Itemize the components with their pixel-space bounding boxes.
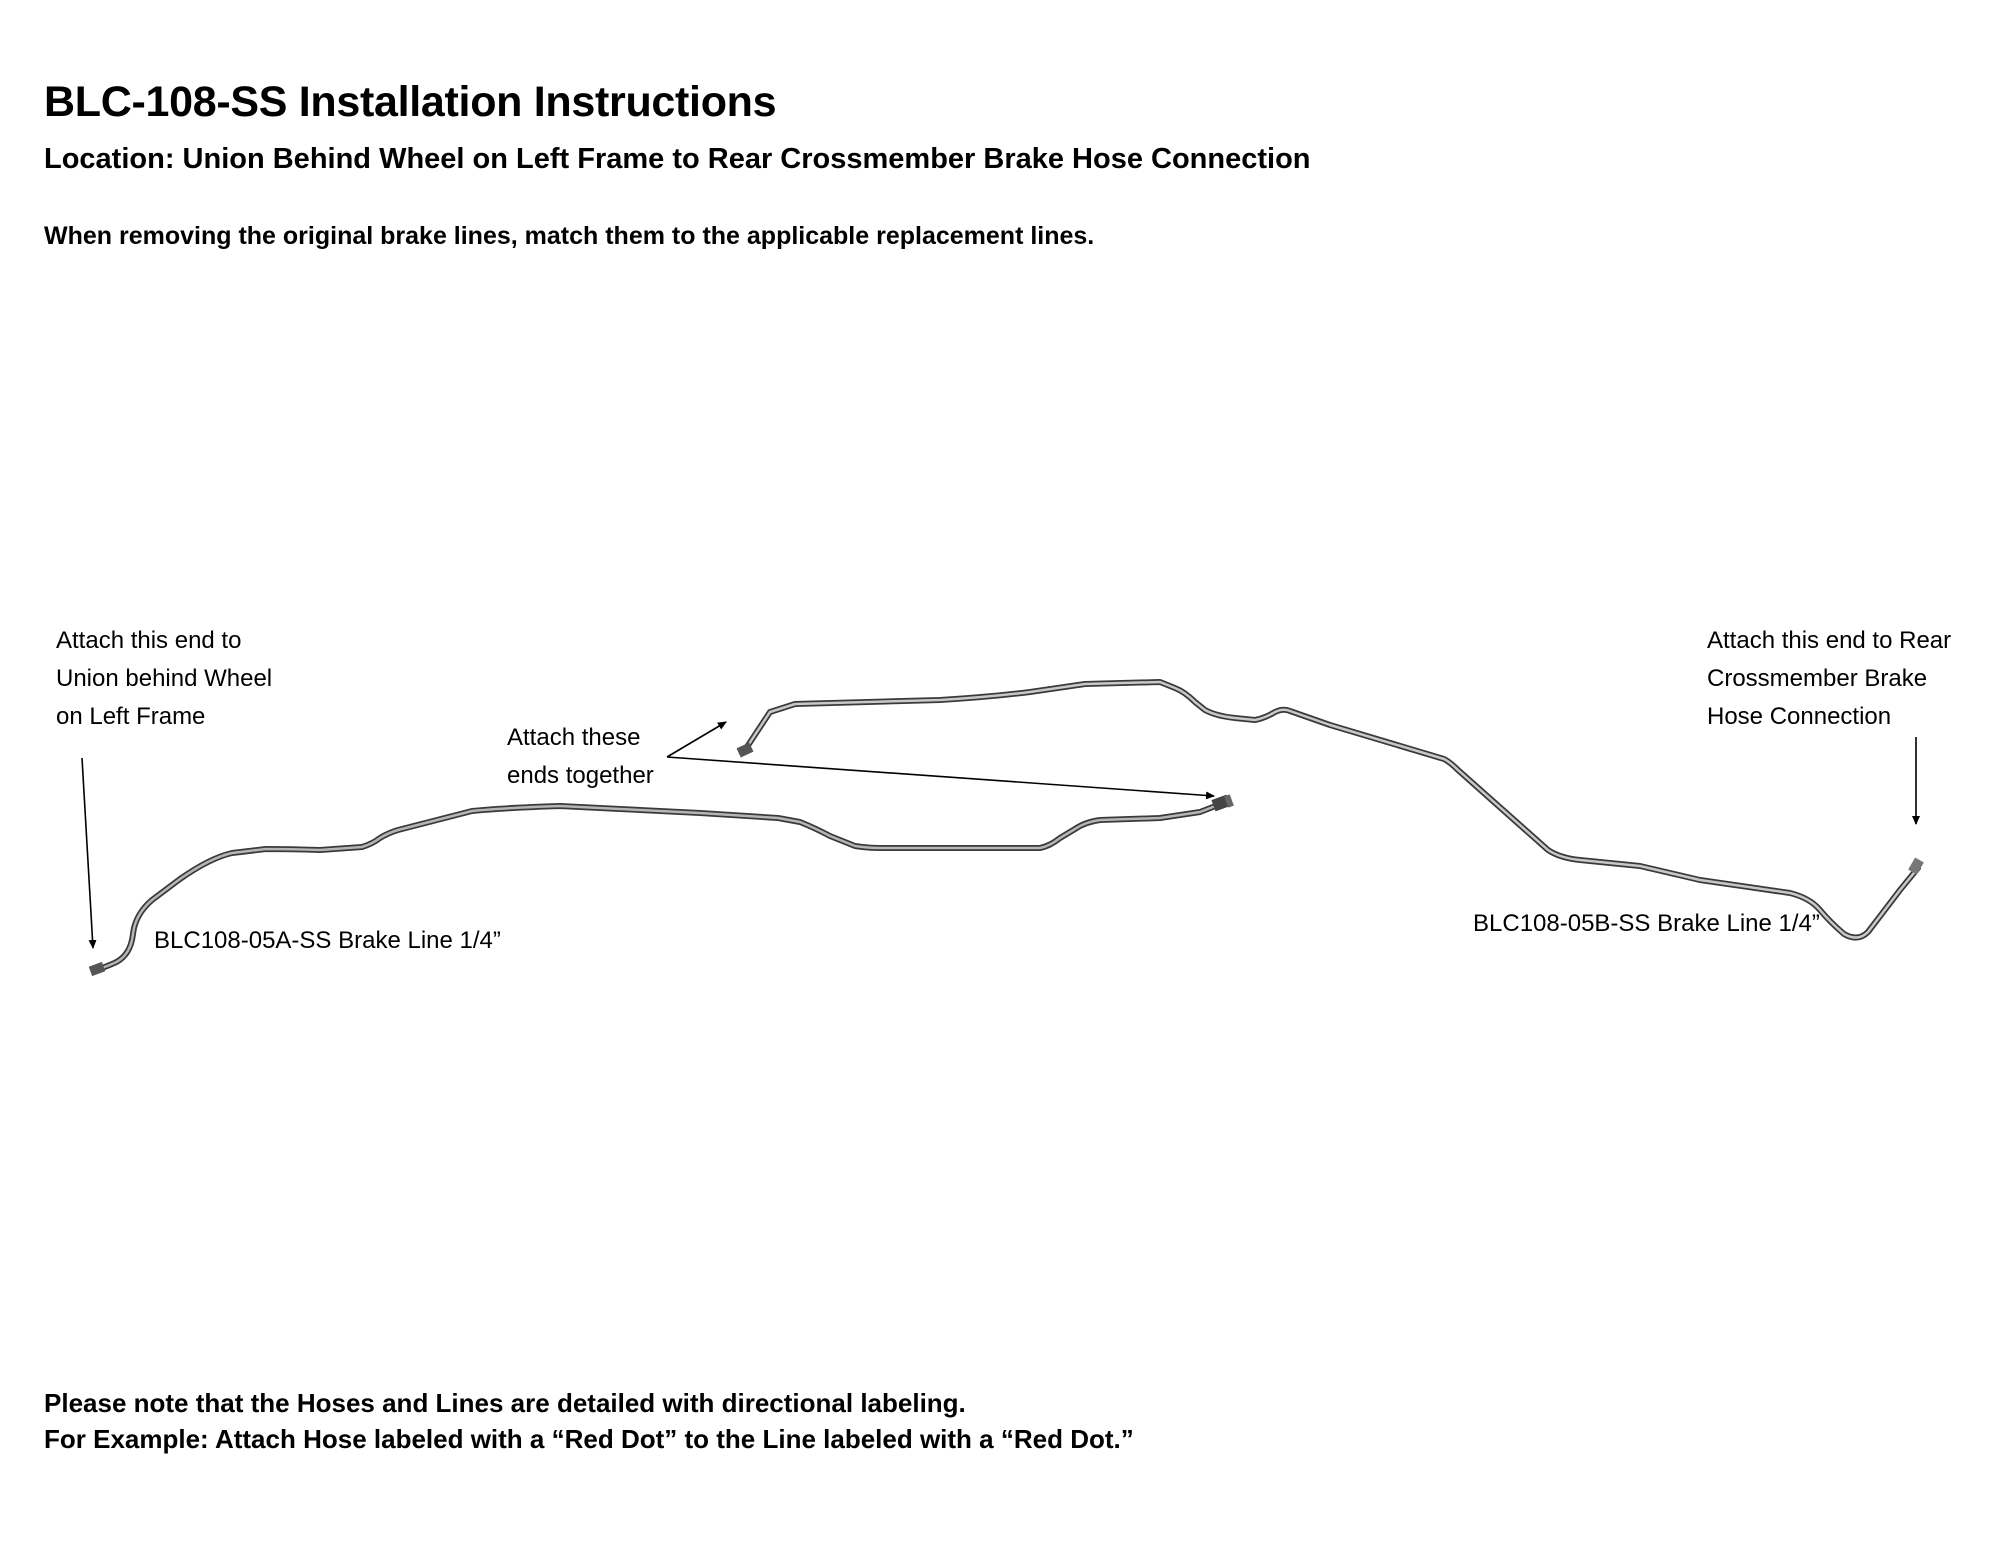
callout-right-line-3: Hose Connection (1707, 703, 1892, 730)
callout-right-line-1: Attach this end to Rear (1707, 627, 1952, 654)
footer-note-line-1: Please note that the Hoses and Lines are detailed with directional labeling. (44, 1388, 966, 1418)
callout-right-line-2: Crossmember Brake (1707, 665, 1928, 692)
callout-left-line-2: Union behind Wheel (56, 665, 273, 692)
callout-right-end (1707, 622, 1951, 736)
arrow-left-end (82, 758, 93, 948)
callout-middle-line-1: Attach these (507, 724, 641, 751)
callout-left-line-1: Attach this end to (56, 627, 242, 654)
arrow-middle-to-b (667, 722, 726, 757)
callout-middle-line-2: ends together (507, 762, 654, 789)
page-title: BLC-108-SS Installation Instructions (44, 78, 777, 126)
arrow-middle-to-a (667, 757, 1214, 796)
part-label-a: BLC108-05A-SS Brake Line 1/4” (154, 927, 501, 954)
callout-left-end (56, 622, 272, 736)
callout-middle-join (507, 719, 654, 795)
intro-instruction: When removing the original brake lines, match them to the applicable replacement lines. (44, 222, 1095, 250)
callout-left-line-3: on Left Frame (56, 703, 206, 730)
part-label-b: BLC108-05B-SS Brake Line 1/4” (1473, 910, 1820, 937)
location-subtitle: Location: Union Behind Wheel on Left Frame to Rear Crossmember Brake Hose Connection (44, 143, 1311, 175)
footer-note-line-2: For Example: Attach Hose labeled with a “Red Dot” to the Line labeled with a “Red Dot.” (44, 1424, 1134, 1454)
